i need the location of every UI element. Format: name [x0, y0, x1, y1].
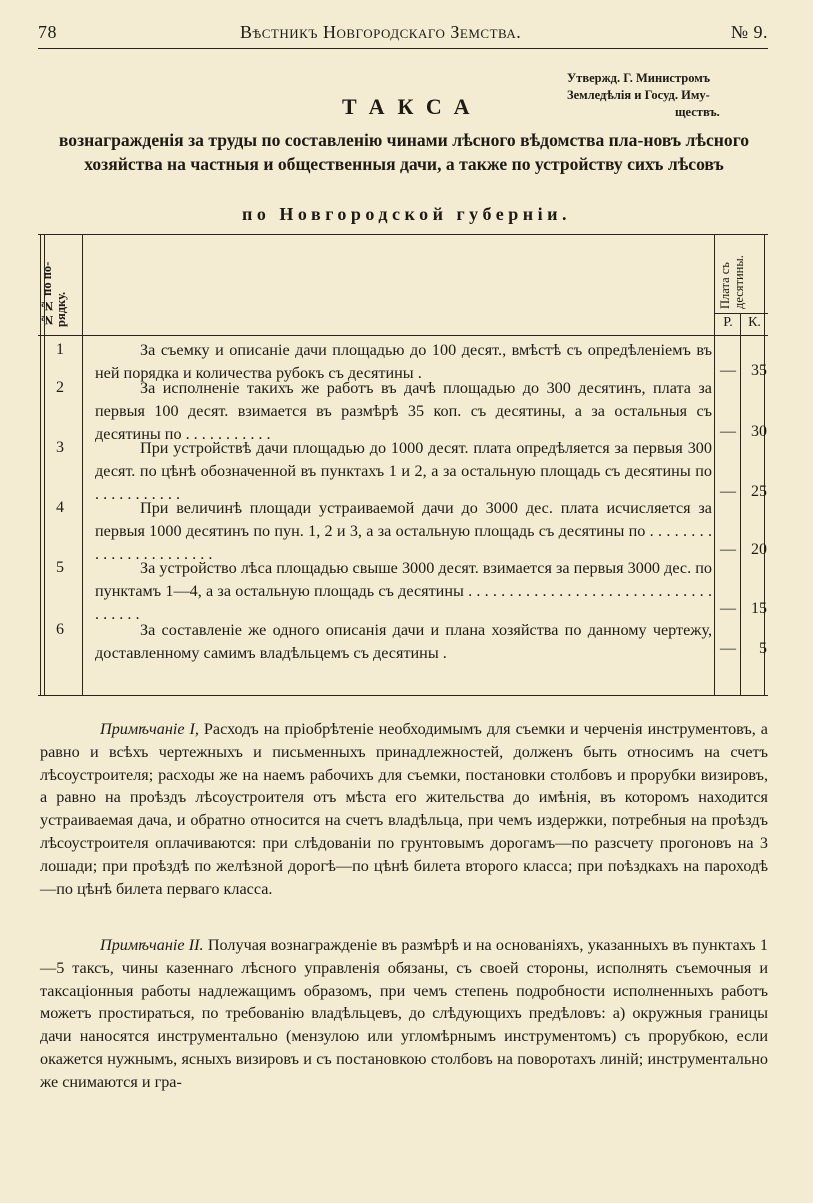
issue-number: № 9. [730, 22, 768, 42]
column-divider-number [82, 235, 83, 695]
document-subtitle: вознагражденія за труды по составленію чинами лѣсного вѣдомства пла-новъ лѣсного хозяйства на частныя и общественныя дачи, а также по устройству сихъ лѣсовъ [58, 130, 750, 174]
row-text: При величинѣ площади устраиваемой дачи до 3000 дес. плата исчисляется за первыя 1000 десятинъ по пун. 1, 2 и 3, а за остальную площадь съ десятины по . . . . . . . . . . . . . . . . . . . . . . . [95, 499, 712, 563]
journal-title: Вѣстникъ Новгородскаго Земства. [240, 22, 522, 42]
note-1 [40, 718, 768, 900]
row-rubles: — [720, 423, 736, 440]
note-1-label: Примѣчаніе I, [100, 720, 199, 738]
approval-line-1: Утвержд. Г. Министромъ [567, 71, 711, 85]
row-number: 2 [56, 379, 64, 396]
note-2-label: Примѣчаніе II. [100, 936, 204, 954]
payment-subheader-line [714, 313, 768, 314]
column-header-payment: Плата съ десятины. [718, 255, 746, 309]
approval-line-3: ществъ. [675, 105, 720, 119]
row-kopecks: 35 [751, 362, 767, 379]
approval-line-2: Земледѣлія и Госуд. Иму- [567, 88, 710, 102]
header-bottom-line [38, 335, 768, 336]
document-title: ТАКСА [342, 94, 483, 119]
row-number: 5 [56, 559, 64, 576]
row-kopecks: 25 [751, 483, 767, 500]
page-number: 78 [38, 22, 57, 42]
column-header-kopecks: К. [748, 315, 761, 330]
note-2 [40, 934, 768, 1094]
column-divider-payment [714, 235, 715, 695]
tariff-table [38, 234, 768, 696]
row-number: 4 [56, 499, 64, 516]
row-rubles: — [720, 362, 736, 379]
row-rubles: — [720, 483, 736, 500]
region-line: по Новгородской губерніи. [242, 204, 571, 224]
row-kopecks: 15 [751, 600, 767, 617]
running-header [38, 22, 768, 49]
row-text: При устройствѣ дачи площадью до 1000 десят. плата опредѣляется за первыя 300 десят. по цѣнѣ обозначенной въ пунктахъ 1 и 2, а за остальную площадь съ десятины по . . . . . . . . . . . [95, 439, 712, 503]
row-text: За составленіе же одного описанія дачи и плана хозяйства по данному чертежу, доставленному самимъ владѣльцемъ съ десятины . [95, 621, 712, 662]
row-text: За исполненіе такихъ же работъ въ дачѣ площадью до 300 десятинъ, плата за первыя 100 десят. взимается въ размѣрѣ 35 коп. съ десятины, а за остальныя съ десятины по . . . . . . . . . . . [95, 379, 712, 443]
row-kopecks: 30 [751, 423, 767, 440]
row-rubles: — [720, 541, 736, 558]
row-text: За устройство лѣса площадью свыше 3000 десят. взимается за первыя 3000 дес. по пунктамъ 1—4, а за остальную площадь съ десятины . . . . . . . . . . . . . . . . . . . . . . . . . . . . . . . . . . . . [95, 559, 712, 623]
column-header-number: №№ по по-рядку. [40, 261, 68, 327]
row-number: 3 [56, 439, 64, 456]
row-text: За съемку и описаніе дачи площадью до 100 десят., вмѣстѣ съ опредѣленіемъ въ ней порядка и количества рубокъ съ десятины . [95, 341, 712, 382]
column-header-rubles: Р. [723, 315, 733, 330]
note-1-text: Расходъ на пріобрѣтеніе необходимымъ для съемки и черченія инструментовъ, а равно и всѣхъ чертежныхъ и письменныхъ принадлежностей, долженъ быть относимъ на счетъ лѣсоустроителя; расходы же на наемъ рабочихъ для съемки, постановки столбовъ и прорубки визировъ, а равно на проѣздъ лѣсоустроителя отъ мѣста его жительства до имѣнія, въ которомъ находится устраиваемая дача, и обратно относится на счетъ владѣльца, при чемъ издержки, потребныя на проѣздъ лѣсоустроителя оплачиваются: при слѣдованіи по грунтовымъ дорогамъ—по разсчету прогоновъ на 3 лошади; при проѣздѣ по желѣзной дорогѣ—по цѣнѣ билета второго класса; при поѣздкахъ на пароходѣ—по цѣнѣ билета перваго класса. [40, 720, 768, 898]
row-number: 6 [56, 621, 64, 638]
note-2-text: Получая вознагражденіе въ размѣрѣ и на основаніяхъ, указанныхъ въ пунктахъ 1—5 таксъ, чины казеннаго лѣсного управленія обязаны, съ своей стороны, исполнять съемочныя и таксаціонныя работы надлежащимъ образомъ, при чемъ степень подробности исполненныхъ работъ можетъ простираться, по требованію владѣльцевъ, до слѣдующихъ предѣловъ: а) окружныя границы дачи наносятся инструментально (мензулою или угломѣрнымъ инструментомъ) съ прорубкою, если окажется нужнымъ, ясныхъ визировъ и съ постановкою столбовъ на поворотахъ линій; инструментально же снимаются и гра- [40, 936, 768, 1091]
row-kopecks: 5 [759, 640, 767, 657]
row-number: 1 [56, 341, 64, 358]
row-kopecks: 20 [751, 541, 767, 558]
row-rubles: — [720, 600, 736, 617]
row-rubles: — [720, 640, 736, 657]
approval-note [567, 70, 767, 121]
